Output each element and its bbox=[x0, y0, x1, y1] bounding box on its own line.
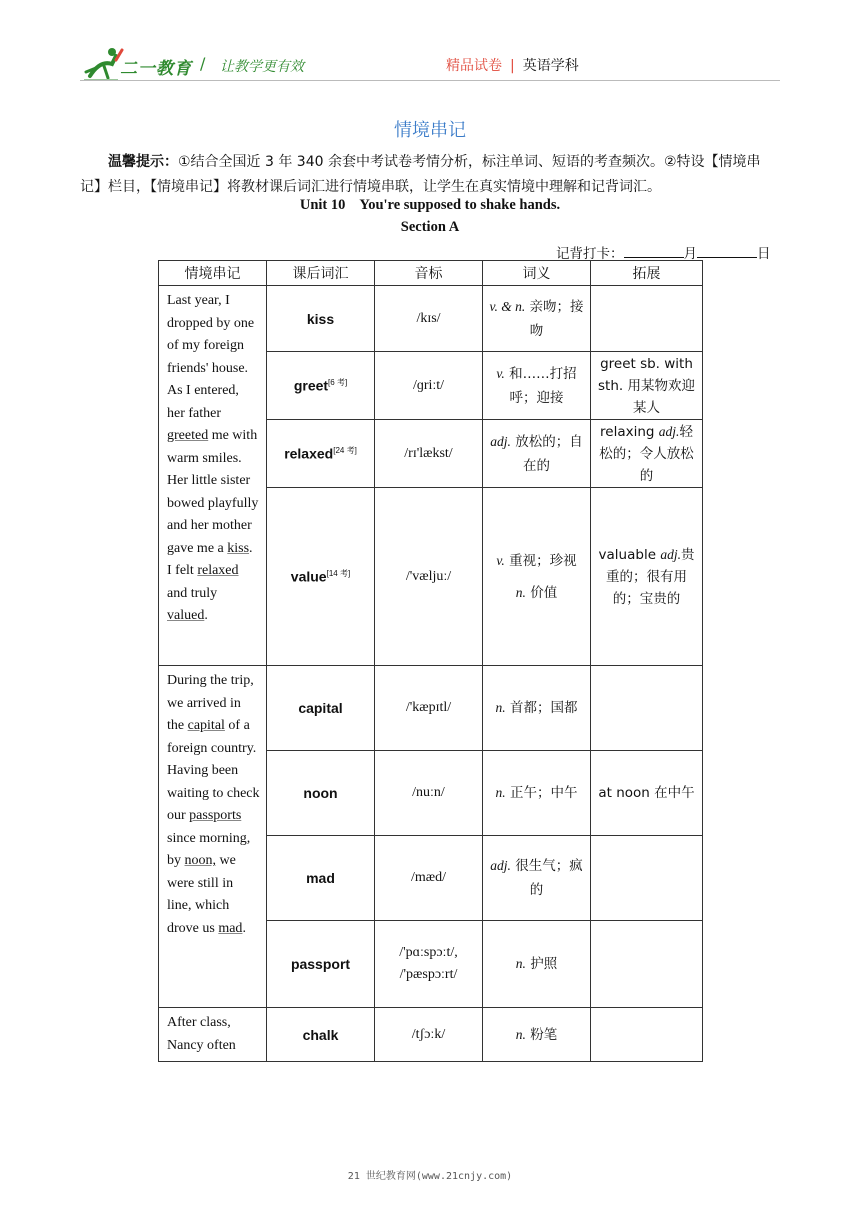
meaning-cell: n. 正午；中午 bbox=[483, 751, 591, 836]
vocab-table bbox=[158, 260, 703, 1062]
extension-cell bbox=[591, 1008, 703, 1062]
highlight-relaxed: relaxed bbox=[197, 563, 239, 578]
slogan-separator: / bbox=[200, 54, 206, 73]
checkin-line bbox=[556, 242, 771, 262]
word-cell: kiss bbox=[267, 286, 375, 352]
meaning-cell: adj. 放松的；自在的 bbox=[483, 420, 591, 488]
phonetic-cell: /'pɑːspɔːt/, /'pæspɔːrt/ bbox=[375, 921, 483, 1008]
meaning-cell: v. 和……打招呼；迎接 bbox=[483, 352, 591, 420]
extension-cell bbox=[591, 666, 703, 751]
highlight-passports: passports bbox=[189, 808, 242, 823]
frequency-mark: [6 考] bbox=[328, 378, 348, 388]
header-word: 课后词汇 bbox=[267, 261, 375, 286]
word-cell: value[14 考] bbox=[267, 488, 375, 666]
header-extension: 拓展 bbox=[591, 261, 703, 286]
meaning-cell: n. 粉笔 bbox=[483, 1008, 591, 1062]
section-heading: Section A bbox=[400, 219, 460, 235]
meaning-cell: v. & n. 亲吻；接吻 bbox=[483, 286, 591, 352]
header-tags: 精品试卷 | 英语学科 bbox=[446, 58, 579, 74]
meaning-cell: n. 护照 bbox=[483, 921, 591, 1008]
highlight-greeted: greeted bbox=[167, 428, 209, 443]
tag-premium-paper: 精品试卷 bbox=[446, 58, 502, 74]
frequency-mark: [14 考] bbox=[326, 569, 351, 579]
unit-heading: Unit 10 You're supposed to shake hands. bbox=[299, 197, 561, 213]
tip-text: ①结合全国近 3 年 340 余套中考试卷考情分析，标注单词、短语的考查频次。②特设【情境串记】栏目，【情境串记】将教材课后词汇进行情境串联，让学生在真实情境中理解和记背词汇。 bbox=[80, 154, 761, 195]
extension-cell bbox=[591, 836, 703, 921]
phonetic-cell: /ɡriːt/ bbox=[375, 352, 483, 420]
highlight-capital: capital bbox=[187, 718, 225, 733]
page-title: 情境串记 bbox=[394, 120, 466, 141]
meaning-cell: adj. 很生气；疯的 bbox=[483, 836, 591, 921]
logo-text: 二一教育 bbox=[120, 59, 192, 79]
word-cell: greet[6 考] bbox=[267, 352, 375, 420]
meaning-cell: n. 首都；国都 bbox=[483, 666, 591, 751]
phonetic-cell: /kɪs/ bbox=[375, 286, 483, 352]
context-passage-3: After class, Nancy often bbox=[159, 1008, 267, 1062]
month-blank[interactable] bbox=[624, 245, 684, 258]
slogan: 让教学更有效 bbox=[220, 59, 304, 75]
phonetic-cell: /tʃɔːk/ bbox=[375, 1008, 483, 1062]
header-divider bbox=[80, 80, 780, 81]
extension-cell bbox=[591, 286, 703, 352]
phonetic-cell: /'væljuː/ bbox=[375, 488, 483, 666]
page-footer: 21 世纪教育网(www.21cnjy.com) bbox=[347, 1171, 513, 1182]
highlight-noon: noon, bbox=[184, 853, 216, 868]
checkin-day: 日 bbox=[757, 246, 771, 262]
extension-cell bbox=[591, 921, 703, 1008]
highlight-kiss: kiss bbox=[227, 540, 250, 556]
word-cell: relaxed[24 考] bbox=[267, 420, 375, 488]
tag-subject: 英语学科 bbox=[522, 58, 579, 74]
extension-cell: valuable adj.贵重的；很有用的；宝贵的 bbox=[591, 488, 703, 666]
tip-paragraph bbox=[80, 150, 780, 200]
extension-cell: relaxing adj.轻松的；令人放松的 bbox=[591, 420, 703, 488]
checkin-label: 记背打卡： bbox=[556, 246, 624, 262]
word-cell: capital bbox=[267, 666, 375, 751]
word-cell: chalk bbox=[267, 1008, 375, 1062]
highlight-valued: valued bbox=[167, 608, 205, 623]
phonetic-cell: /mæd/ bbox=[375, 836, 483, 921]
header-context: 情境串记 bbox=[159, 261, 267, 286]
table-row bbox=[159, 286, 703, 352]
meaning-cell: v. 重视；珍视 n. 价值 bbox=[483, 488, 591, 666]
word-cell: mad bbox=[267, 836, 375, 921]
phonetic-cell: /rɪ'lækst/ bbox=[375, 420, 483, 488]
day-blank[interactable] bbox=[697, 245, 757, 258]
page-header bbox=[0, 0, 860, 90]
context-passage-2: During the trip, we arrived in the capital of a foreign country. Having been waiting to check our passports since morning, by noon, we were still in line, which drove us mad. bbox=[159, 666, 267, 1008]
phonetic-cell: /'kæpɪtl/ bbox=[375, 666, 483, 751]
word-cell: passport bbox=[267, 921, 375, 1008]
table-header-row bbox=[159, 261, 703, 286]
frequency-mark: [24 考] bbox=[333, 446, 357, 456]
checkin-month: 月 bbox=[683, 246, 697, 262]
header-meaning: 词义 bbox=[483, 261, 591, 286]
context-passage-1: Last year, I dropped by one of my foreign friends' house. As I entered, her father greeted me with warm smiles. Her little sister bowed playfully and her mother gave me a kiss. I felt relaxed and truly valued. bbox=[159, 286, 267, 666]
table-row bbox=[159, 666, 703, 751]
word-cell: noon bbox=[267, 751, 375, 836]
tip-label: 温馨提示： bbox=[108, 154, 178, 170]
highlight-mad: mad bbox=[218, 920, 243, 936]
phonetic-cell: /nuːn/ bbox=[375, 751, 483, 836]
header-phonetic: 音标 bbox=[375, 261, 483, 286]
extension-cell: at noon 在中午 bbox=[591, 751, 703, 836]
extension-cell: greet sb. with sth. 用某物欢迎某人 bbox=[591, 352, 703, 420]
table-row bbox=[159, 1008, 703, 1062]
